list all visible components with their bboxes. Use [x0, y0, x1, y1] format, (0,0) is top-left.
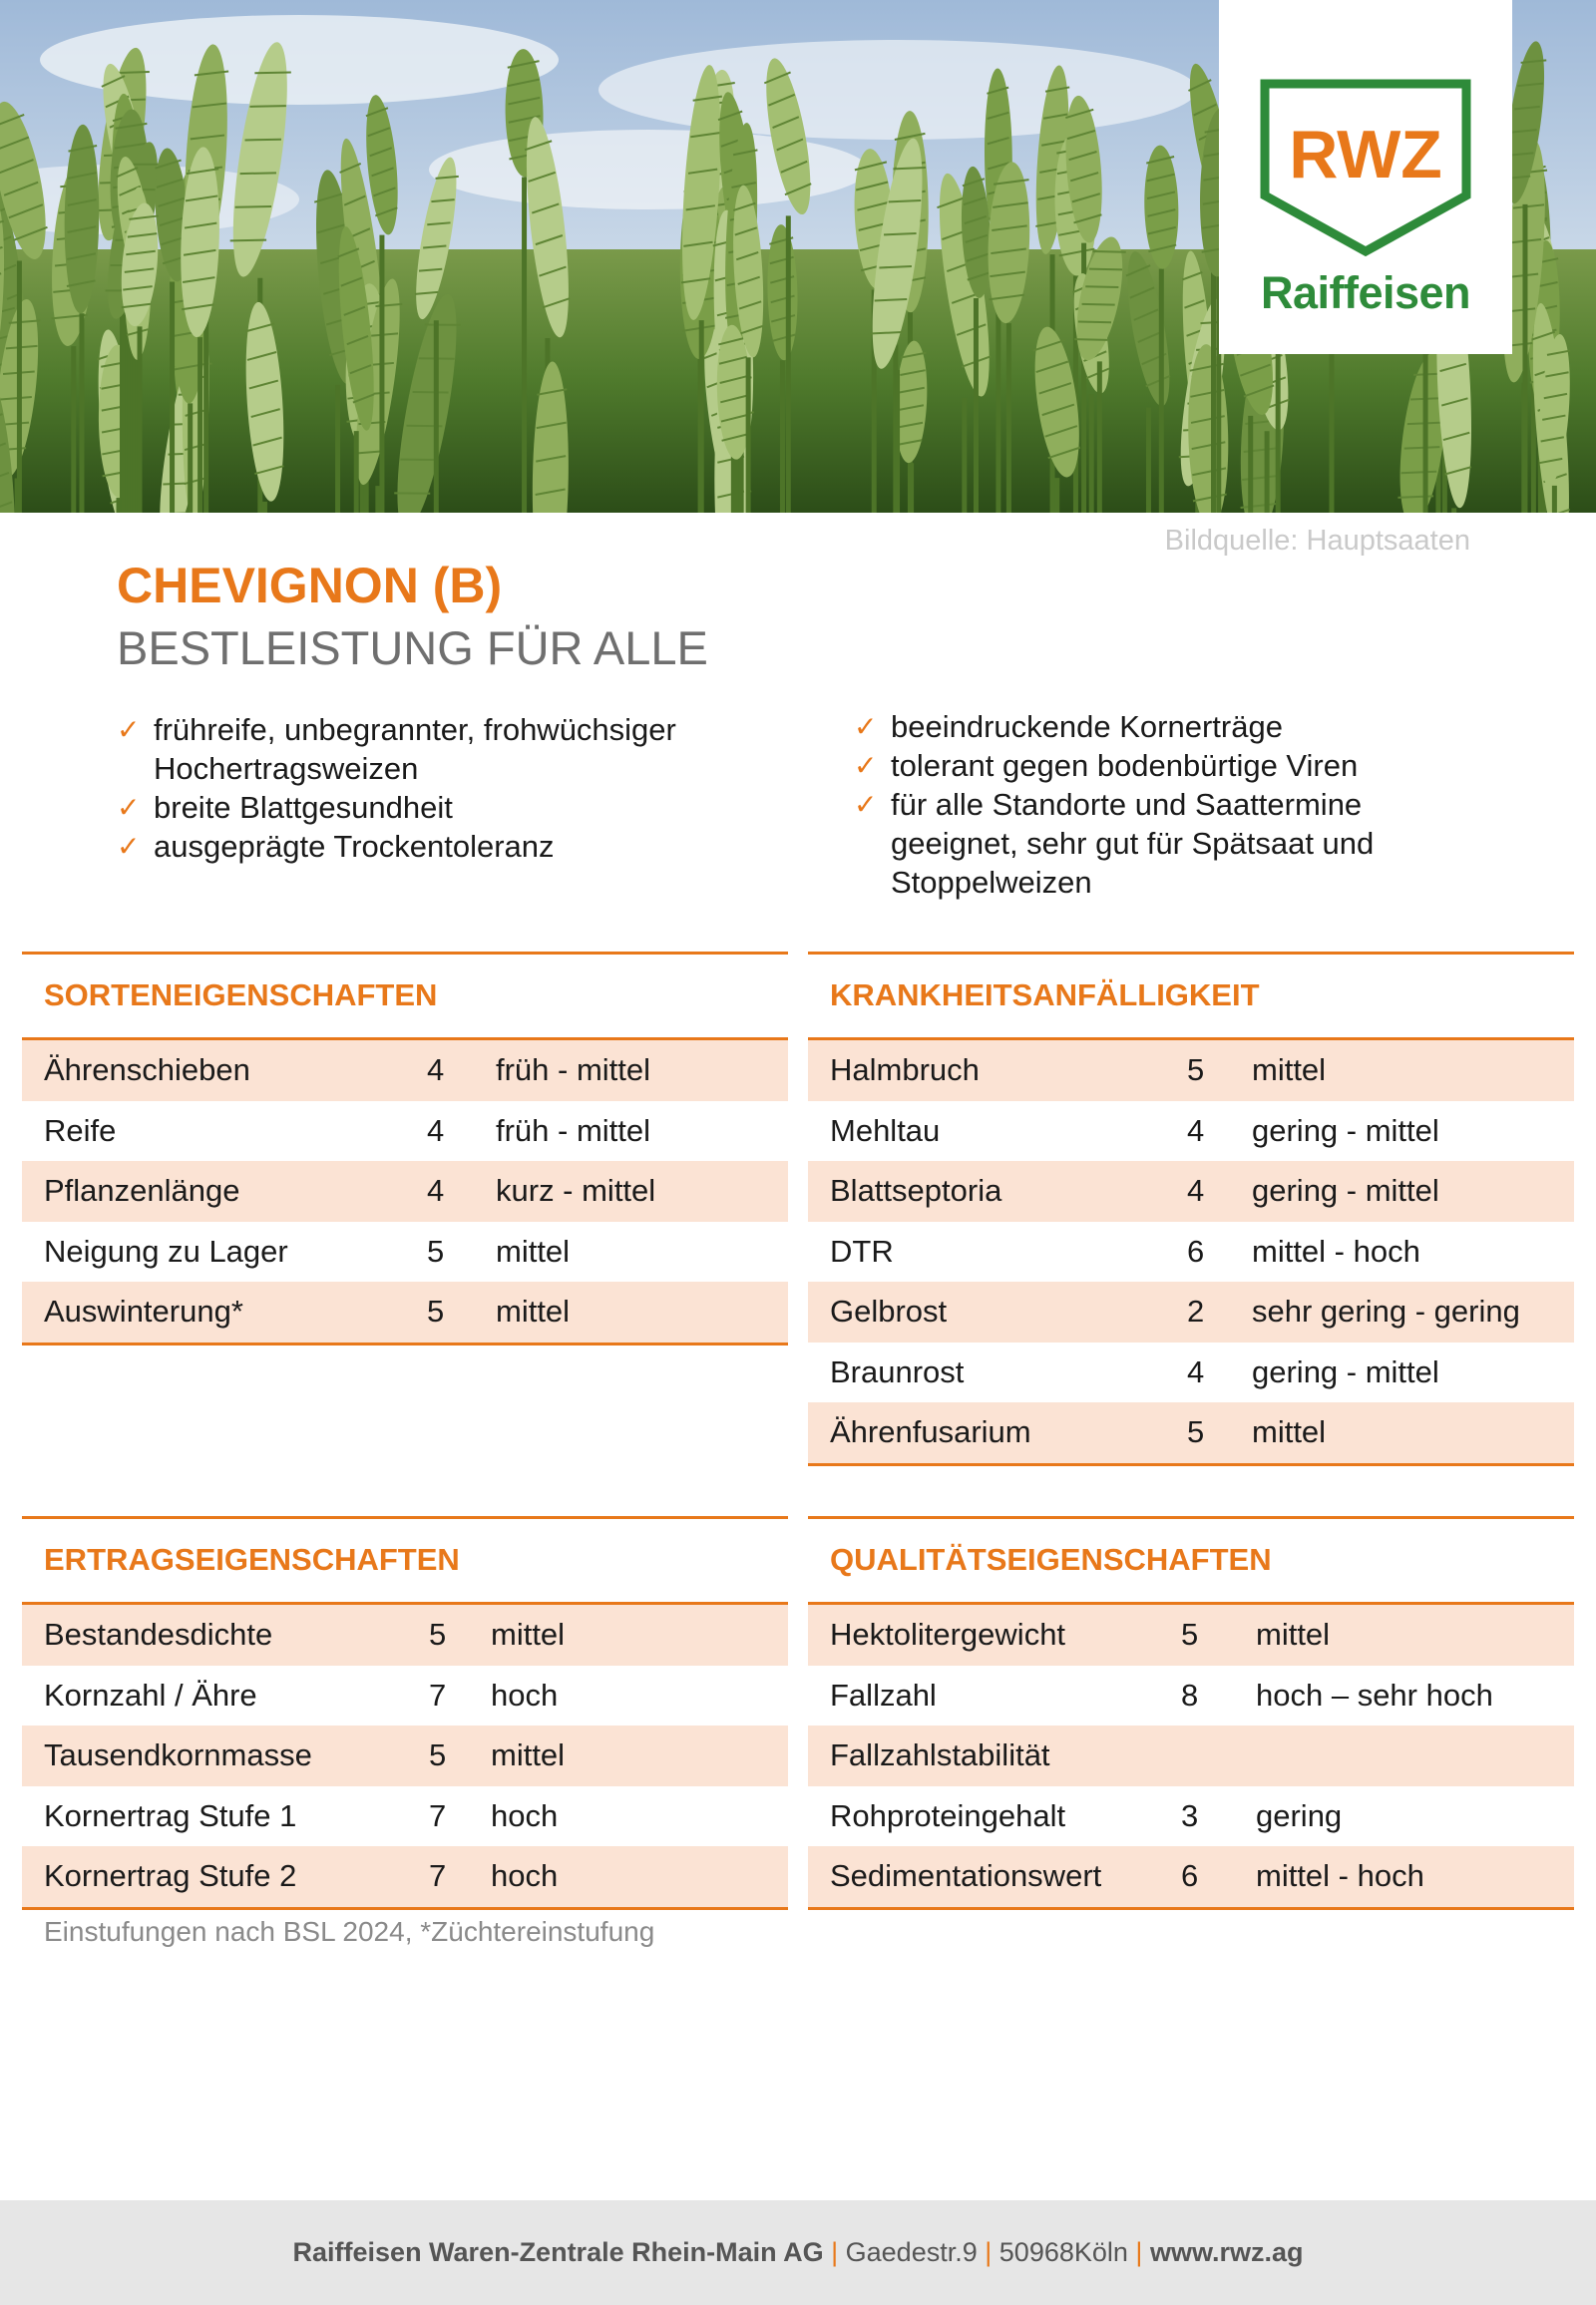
table-row [808, 1726, 1574, 1786]
section-title: SORTENEIGENSCHAFTEN [22, 952, 788, 1037]
rwz-raiffeisen-logo [1219, 0, 1512, 354]
table-body [808, 1037, 1574, 1466]
cell-score: 4 [1187, 1173, 1205, 1209]
table-qualitaetseigenschaften [808, 1516, 1574, 1910]
cell-score: 5 [429, 1737, 447, 1773]
cell-score: 5 [1187, 1414, 1205, 1450]
cell-score: 5 [429, 1617, 447, 1653]
table-row [808, 1222, 1574, 1283]
cell-name: Kornzahl / Ähre [44, 1677, 257, 1713]
cell-rating: gering [1256, 1797, 1343, 1833]
footer-separator: | [831, 2237, 839, 2267]
table-row [22, 1161, 788, 1222]
table-row [808, 1666, 1574, 1727]
cell-rating: gering - mittel [1252, 1353, 1439, 1389]
table-ertragseigenschaften [22, 1516, 788, 1910]
table-body [808, 1602, 1574, 1910]
product-title: CHEVIGNON (B) [117, 558, 503, 613]
table-krankheitsanfaelligkeit [808, 952, 1574, 1466]
cell-name: Tausendkornmasse [44, 1737, 312, 1773]
cell-score: 7 [429, 1797, 447, 1833]
cell-score: 4 [1187, 1112, 1205, 1148]
table-row [22, 1101, 788, 1162]
image-credit: Bildquelle: Hauptsaaten [1164, 525, 1470, 557]
cell-name: Fallzahl [830, 1677, 937, 1713]
cell-rating: gering - mittel [1252, 1112, 1439, 1148]
cell-rating: hoch [491, 1677, 559, 1713]
footer-company: Raiffeisen Waren-Zentrale Rhein-Main AG [292, 2237, 824, 2267]
cell-name: Pflanzenlänge [44, 1173, 240, 1209]
table-row [22, 1040, 788, 1101]
table-row [22, 1282, 788, 1343]
footer-street: Gaedestr.9 [845, 2237, 978, 2267]
footer-city: 50968Köln [998, 2237, 1128, 2267]
rwz-shield-icon [1259, 78, 1472, 257]
cell-rating: mittel [496, 1233, 571, 1269]
feature-text-line: Stoppelweizen [891, 865, 1092, 900]
feature-item [117, 788, 755, 827]
footer-web-link[interactable]: www.rwz.ag [1149, 2237, 1304, 2267]
feature-text-line: breite Blattgesundheit [154, 790, 453, 825]
table-body [22, 1602, 788, 1910]
feature-list-left [117, 710, 755, 866]
cell-score: 5 [427, 1233, 445, 1269]
table-row [22, 1605, 788, 1666]
feature-item [854, 785, 1452, 902]
logo-mark: RWZ [1289, 117, 1442, 192]
feature-list-right [854, 707, 1452, 902]
cell-name: Gelbrost [830, 1294, 948, 1330]
cell-name: Ährenfusarium [830, 1414, 1031, 1450]
cell-rating: hoch – sehr hoch [1256, 1677, 1493, 1713]
table-row [22, 1846, 788, 1907]
cell-score: 5 [1181, 1617, 1199, 1653]
cell-rating: mittel [1252, 1052, 1327, 1088]
check-icon: ✓ [117, 714, 141, 745]
feature-text-line: frühreife, unbegrannter, frohwüchsiger [154, 712, 676, 747]
cell-score: 4 [427, 1052, 445, 1088]
cell-name: Reife [44, 1112, 117, 1148]
table-row [808, 1343, 1574, 1403]
check-icon: ✓ [854, 789, 878, 820]
cell-name: Kornertrag Stufe 2 [44, 1858, 297, 1894]
cell-name: Bestandesdichte [44, 1617, 273, 1653]
feature-text-line: geeignet, sehr gut für Spätsaat und [891, 826, 1375, 861]
cell-name: Ährenschieben [44, 1052, 250, 1088]
table-row [808, 1101, 1574, 1162]
table-body [22, 1037, 788, 1345]
cell-score: 4 [427, 1173, 445, 1209]
cell-rating: mittel [491, 1737, 566, 1773]
table-row [22, 1666, 788, 1727]
cell-score: 8 [1181, 1677, 1199, 1713]
table-row [808, 1786, 1574, 1847]
cell-score: 6 [1181, 1858, 1199, 1894]
cell-rating: mittel - hoch [1256, 1858, 1424, 1894]
cell-name: Blattseptoria [830, 1173, 1002, 1209]
cell-score: 4 [1187, 1353, 1205, 1389]
cell-rating: kurz - mittel [496, 1173, 656, 1209]
cell-rating: gering - mittel [1252, 1173, 1439, 1209]
check-icon: ✓ [854, 750, 878, 781]
table-row [22, 1786, 788, 1847]
check-icon: ✓ [117, 831, 141, 862]
section-title: KRANKHEITSANFÄLLIGKEIT [808, 952, 1574, 1037]
cell-rating: hoch [491, 1858, 559, 1894]
footer-separator: | [1135, 2237, 1143, 2267]
feature-text-line: Hochertragsweizen [154, 751, 419, 786]
cell-name: Auswinterung* [44, 1294, 243, 1330]
feature-item [117, 827, 755, 866]
cell-score: 3 [1181, 1797, 1199, 1833]
footer-separator: | [985, 2237, 993, 2267]
cell-rating: mittel - hoch [1252, 1233, 1420, 1269]
cell-rating: mittel [1256, 1617, 1331, 1653]
table-row [22, 1222, 788, 1283]
cell-name: DTR [830, 1233, 894, 1269]
check-icon: ✓ [854, 711, 878, 742]
cell-score: 5 [1187, 1052, 1205, 1088]
section-title: QUALITÄTSEIGENSCHAFTEN [808, 1516, 1574, 1602]
cell-rating: mittel [491, 1617, 566, 1653]
cell-rating: hoch [491, 1797, 559, 1833]
table-sorteneigenschaften [22, 952, 788, 1345]
cell-rating: mittel [496, 1294, 571, 1330]
cell-rating: mittel [1252, 1414, 1327, 1450]
cell-name: Hektolitergewicht [830, 1617, 1066, 1653]
cell-name: Braunrost [830, 1353, 965, 1389]
cell-name: Sedimentationswert [830, 1858, 1102, 1894]
cell-name: Rohproteingehalt [830, 1797, 1066, 1833]
table-row [22, 1726, 788, 1786]
section-title: ERTRAGSEIGENSCHAFTEN [22, 1516, 788, 1602]
feature-item [117, 710, 755, 788]
logo-wordmark: Raiffeisen [1260, 267, 1471, 318]
cell-rating: früh - mittel [496, 1112, 651, 1148]
feature-text-line: ausgeprägte Trockentoleranz [154, 829, 555, 864]
table-row [808, 1161, 1574, 1222]
cell-score: 2 [1187, 1294, 1205, 1330]
cell-score: 7 [429, 1677, 447, 1713]
table-row [808, 1846, 1574, 1907]
cell-name: Kornertrag Stufe 1 [44, 1797, 297, 1833]
table-row [808, 1282, 1574, 1343]
cell-name: Neigung zu Lager [44, 1233, 288, 1269]
check-icon: ✓ [117, 792, 141, 823]
cell-name: Halmbruch [830, 1052, 980, 1088]
footer [0, 2200, 1596, 2305]
cell-score: 7 [429, 1858, 447, 1894]
cell-name: Mehltau [830, 1112, 941, 1148]
feature-item [854, 707, 1452, 746]
feature-text-line: tolerant gegen bodenbürtige Viren [891, 748, 1359, 783]
cell-score: 5 [427, 1294, 445, 1330]
product-subtitle: BESTLEISTUNG FÜR ALLE [117, 621, 708, 674]
cell-name: Fallzahlstabilität [830, 1737, 1050, 1773]
feature-item [854, 746, 1452, 785]
cell-score: 4 [427, 1112, 445, 1148]
table-row [808, 1402, 1574, 1463]
cell-rating: sehr gering - gering [1252, 1294, 1520, 1330]
table-row [808, 1605, 1574, 1666]
feature-text-line: für alle Standorte und Saattermine [891, 787, 1363, 822]
feature-text-line: beeindruckende Kornerträge [891, 709, 1283, 744]
table-row [808, 1040, 1574, 1101]
cell-rating: früh - mittel [496, 1052, 651, 1088]
footnote: Einstufungen nach BSL 2024, *Züchtereinstufung [44, 1916, 655, 1947]
cell-score: 6 [1187, 1233, 1205, 1269]
